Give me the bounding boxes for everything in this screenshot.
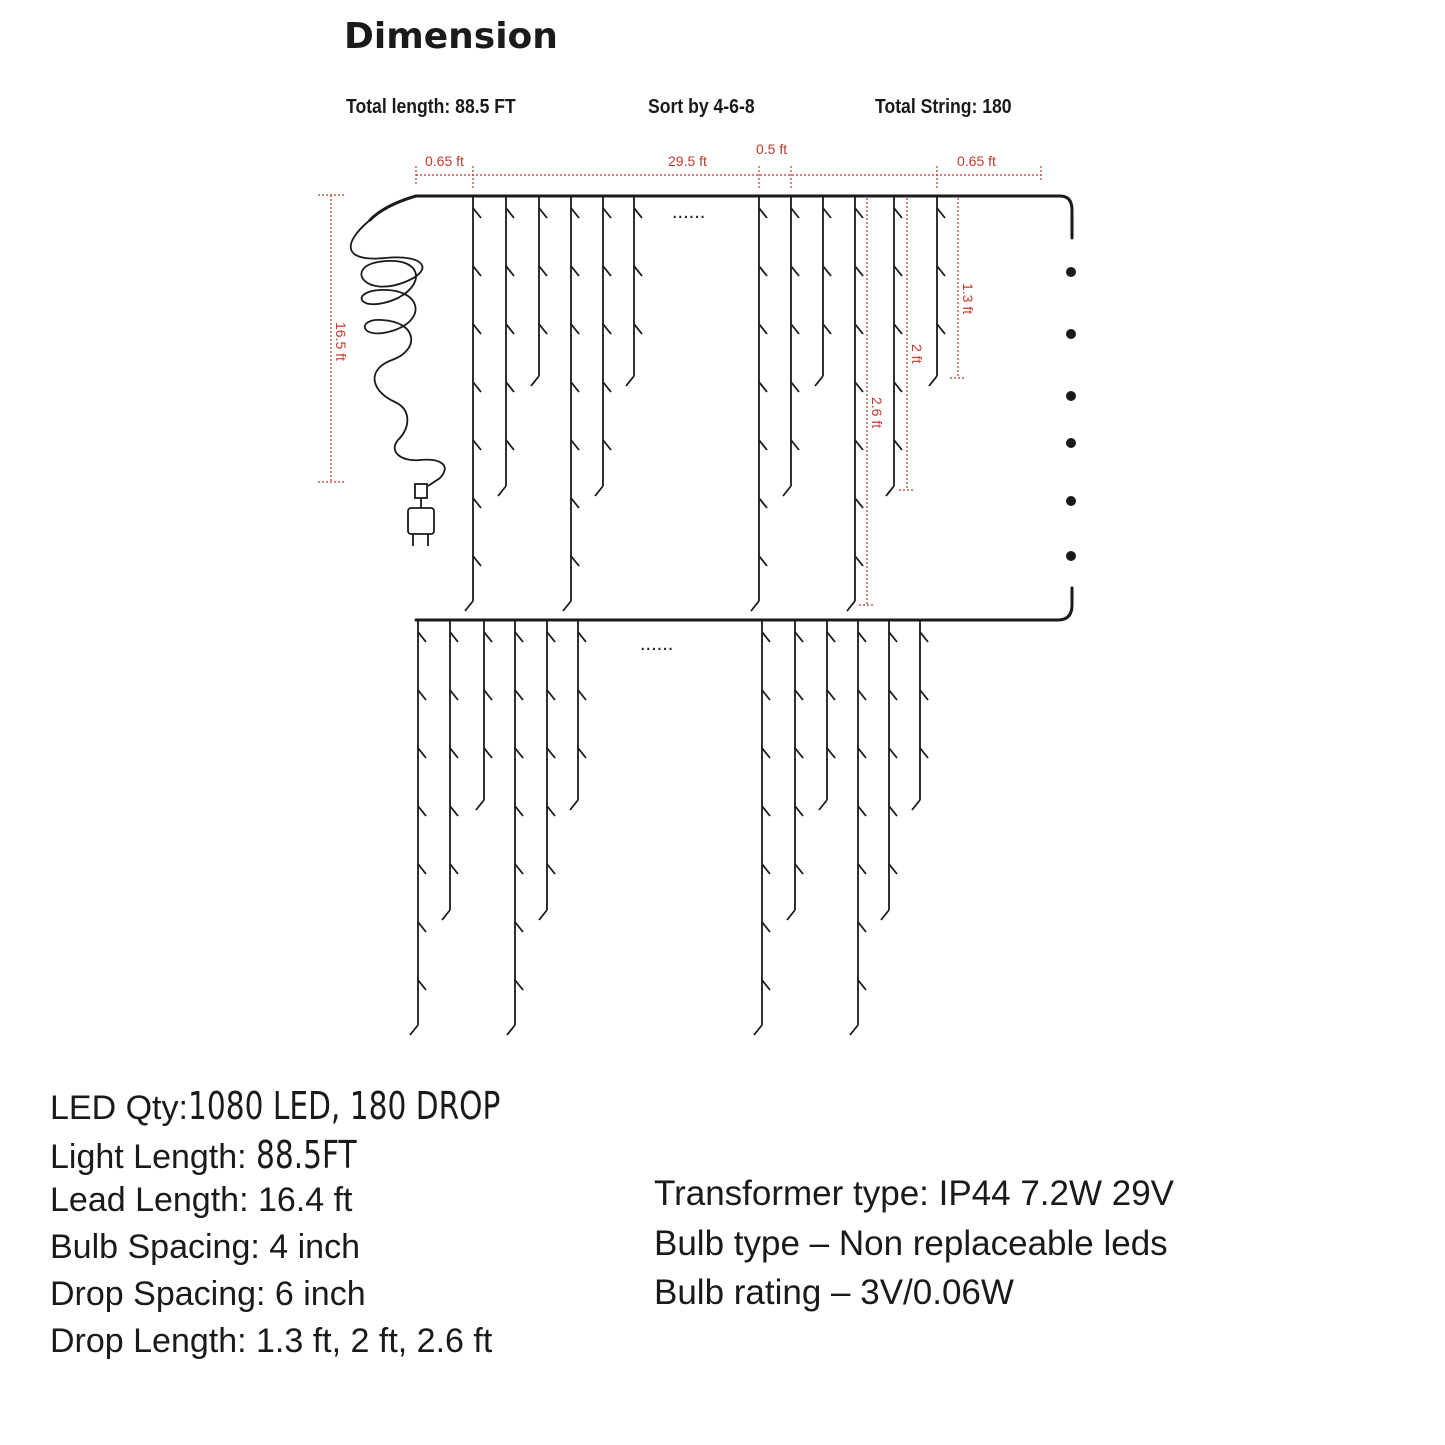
lead-dimension: 16.5 ft bbox=[333, 322, 349, 361]
bulb-tick bbox=[603, 324, 611, 334]
bulb-tick bbox=[418, 864, 426, 874]
continuation-dots bbox=[1066, 267, 1076, 561]
bulb-tick bbox=[920, 632, 928, 642]
bulb-tick bbox=[759, 498, 767, 508]
drop-end bbox=[815, 376, 823, 386]
bulb-tick bbox=[858, 690, 866, 700]
bulb-tick bbox=[858, 806, 866, 816]
bulb-tick bbox=[937, 208, 945, 218]
total-string-label: Total String: 180 bbox=[875, 96, 1012, 118]
bulb-tick bbox=[515, 864, 523, 874]
bulb-tick bbox=[473, 324, 481, 334]
drop-end bbox=[563, 601, 571, 611]
drop-end bbox=[539, 910, 547, 920]
bulb-tick bbox=[418, 690, 426, 700]
bulb-tick bbox=[937, 324, 945, 334]
drop-end bbox=[531, 376, 539, 386]
bulb-tick bbox=[515, 632, 523, 642]
bulb-tick bbox=[603, 440, 611, 450]
bulb-tick bbox=[473, 498, 481, 508]
led-qty-line bbox=[50, 1084, 588, 1128]
bulb-tick bbox=[539, 324, 547, 334]
bulb-tick bbox=[578, 690, 586, 700]
bulb-tick bbox=[795, 632, 803, 642]
bulb-tick bbox=[762, 864, 770, 874]
drop-end bbox=[881, 910, 889, 920]
bulb-tick bbox=[889, 864, 897, 874]
bulb-tick bbox=[894, 266, 902, 276]
bulb-tick bbox=[759, 556, 767, 566]
bulb-tick bbox=[791, 208, 799, 218]
bulb-tick bbox=[484, 690, 492, 700]
bulb-tick bbox=[858, 980, 866, 990]
bulb-tick bbox=[894, 382, 902, 392]
bulb-tick bbox=[506, 324, 514, 334]
bulb-tick bbox=[547, 806, 555, 816]
bulb-tick bbox=[894, 440, 902, 450]
bulb-tick bbox=[855, 440, 863, 450]
bulb-tick bbox=[473, 266, 481, 276]
bulb-spacing-line: Bulb Spacing: 4 inch bbox=[50, 1228, 360, 1266]
bulb-tick bbox=[759, 266, 767, 276]
drop-end bbox=[886, 486, 894, 496]
bulb-tick bbox=[539, 266, 547, 276]
light-length-label: Light Length: bbox=[50, 1138, 247, 1176]
bulb-tick bbox=[791, 266, 799, 276]
bulb-tick bbox=[889, 632, 897, 642]
drop-end bbox=[410, 1025, 418, 1035]
bulb-tick bbox=[759, 324, 767, 334]
bulb-tick bbox=[571, 266, 579, 276]
bulb-tick bbox=[571, 324, 579, 334]
light-length-line bbox=[50, 1133, 385, 1177]
bulb-tick bbox=[473, 440, 481, 450]
drop-end bbox=[819, 800, 827, 810]
sort-label: Sort by 4-6-8 bbox=[648, 96, 755, 118]
bulb-tick bbox=[827, 748, 835, 758]
bulb-tick bbox=[858, 748, 866, 758]
bulb-tick bbox=[858, 864, 866, 874]
bulb-tick bbox=[795, 748, 803, 758]
bulb-tick bbox=[759, 208, 767, 218]
bulb-tick bbox=[571, 498, 579, 508]
drops-row-bottom bbox=[410, 620, 928, 1035]
bulb-tick bbox=[603, 382, 611, 392]
bulb-tick bbox=[920, 748, 928, 758]
bulb-tick bbox=[855, 498, 863, 508]
bulb-tick bbox=[827, 690, 835, 700]
drop-end bbox=[751, 601, 759, 611]
drop-end bbox=[850, 1025, 858, 1035]
bulb-tick bbox=[547, 864, 555, 874]
bulb-tick bbox=[515, 806, 523, 816]
bulb-tick bbox=[855, 208, 863, 218]
bulb-tick bbox=[823, 324, 831, 334]
bulb-tick bbox=[484, 632, 492, 642]
bulb-rating-line: Bulb rating – 3V/0.06W bbox=[654, 1273, 1014, 1312]
bulb-tick bbox=[937, 266, 945, 276]
lead-cord bbox=[351, 220, 445, 546]
bulb-tick bbox=[858, 922, 866, 932]
total-length-label: Total length: 88.5 FT bbox=[346, 96, 516, 118]
bulb-tick bbox=[450, 864, 458, 874]
bulb-tick bbox=[855, 324, 863, 334]
bulb-tick bbox=[578, 632, 586, 642]
bulb-tick bbox=[791, 440, 799, 450]
drop-long-dimension: 2.6 ft bbox=[869, 397, 885, 429]
left-gap-dimension: 0.65 ft bbox=[425, 153, 464, 169]
drop-length-line: Drop Length: 1.3 ft, 2 ft, 2.6 ft bbox=[50, 1322, 493, 1360]
bulb-tick bbox=[418, 632, 426, 642]
drop-end bbox=[507, 1025, 515, 1035]
drop-end bbox=[929, 376, 937, 386]
drop-end bbox=[465, 601, 473, 611]
bulb-tick bbox=[547, 632, 555, 642]
bulb-tick bbox=[571, 208, 579, 218]
bulb-tick bbox=[515, 690, 523, 700]
light-length-value: 88.5FT bbox=[256, 1133, 357, 1177]
drop-spacing-line: Drop Spacing: 6 inch bbox=[50, 1275, 366, 1313]
bulb-tick bbox=[762, 806, 770, 816]
bulb-tick bbox=[506, 382, 514, 392]
drop-end bbox=[754, 1025, 762, 1035]
bulb-tick bbox=[418, 980, 426, 990]
bulb-tick bbox=[418, 806, 426, 816]
bulb-tick bbox=[889, 748, 897, 758]
drop-end bbox=[476, 800, 484, 810]
bulb-tick bbox=[759, 440, 767, 450]
bulb-tick bbox=[506, 266, 514, 276]
bulb-tick bbox=[418, 922, 426, 932]
page-title: Dimension bbox=[344, 16, 558, 57]
segment-dimension: 0.5 ft bbox=[756, 141, 788, 157]
drop-end bbox=[570, 800, 578, 810]
drop-end bbox=[783, 486, 791, 496]
bulb-tick bbox=[547, 748, 555, 758]
bulb-tick bbox=[634, 266, 642, 276]
drop-end bbox=[626, 376, 634, 386]
span-dimension: 29.5 ft bbox=[668, 153, 707, 169]
bulb-tick bbox=[855, 382, 863, 392]
bulb-tick bbox=[894, 208, 902, 218]
bulb-tick bbox=[603, 266, 611, 276]
bulb-tick bbox=[791, 382, 799, 392]
bulb-tick bbox=[450, 806, 458, 816]
bulb-tick bbox=[578, 748, 586, 758]
bulb-tick bbox=[506, 440, 514, 450]
bulb-tick bbox=[759, 382, 767, 392]
bulb-tick bbox=[473, 556, 481, 566]
bulb-tick bbox=[515, 922, 523, 932]
top-dimension-line bbox=[416, 166, 1041, 188]
bulb-tick bbox=[603, 208, 611, 218]
ellipsis-bottom: ...... bbox=[640, 633, 674, 655]
bulb-tick bbox=[473, 208, 481, 218]
bulb-tick bbox=[515, 980, 523, 990]
led-qty-value: 1080 LED, 180 DROP bbox=[187, 1084, 501, 1128]
bulb-tick bbox=[791, 324, 799, 334]
bulb-tick bbox=[762, 980, 770, 990]
bulb-tick bbox=[473, 382, 481, 392]
bulb-tick bbox=[634, 208, 642, 218]
bulb-tick bbox=[571, 556, 579, 566]
main-wire bbox=[370, 196, 1072, 620]
lead-length-line: Lead Length: 16.4 ft bbox=[50, 1181, 353, 1219]
bulb-tick bbox=[634, 324, 642, 334]
drop-short-dimension: 1.3 ft bbox=[960, 283, 976, 315]
drop-end bbox=[912, 800, 920, 810]
bulb-tick bbox=[484, 748, 492, 758]
bulb-tick bbox=[450, 748, 458, 758]
bulb-tick bbox=[539, 208, 547, 218]
bulb-tick bbox=[795, 806, 803, 816]
bulb-tick bbox=[795, 864, 803, 874]
right-gap-dimension: 0.65 ft bbox=[957, 153, 996, 169]
bulb-tick bbox=[762, 632, 770, 642]
bulb-tick bbox=[823, 208, 831, 218]
bulb-tick bbox=[855, 556, 863, 566]
bulb-tick bbox=[515, 748, 523, 758]
drop-end bbox=[847, 601, 855, 611]
bulb-tick bbox=[889, 690, 897, 700]
bulb-tick bbox=[855, 266, 863, 276]
bulb-tick bbox=[762, 690, 770, 700]
drop-end bbox=[787, 910, 795, 920]
bulb-tick bbox=[506, 208, 514, 218]
bulb-tick bbox=[894, 324, 902, 334]
bulb-tick bbox=[827, 632, 835, 642]
bulb-tick bbox=[889, 806, 897, 816]
ellipsis-top: ...... bbox=[672, 201, 706, 223]
drop-end bbox=[442, 910, 450, 920]
bulb-tick bbox=[858, 632, 866, 642]
bulb-tick bbox=[571, 382, 579, 392]
bulb-tick bbox=[920, 690, 928, 700]
bulb-tick bbox=[795, 690, 803, 700]
drop-end bbox=[498, 486, 506, 496]
bulb-tick bbox=[762, 922, 770, 932]
bulb-tick bbox=[547, 690, 555, 700]
drop-mid-dimension: 2 ft bbox=[909, 344, 925, 364]
bulb-tick bbox=[450, 632, 458, 642]
bulb-tick bbox=[571, 440, 579, 450]
led-qty-label: LED Qty: bbox=[50, 1089, 188, 1127]
bulb-tick bbox=[450, 690, 458, 700]
bulb-tick bbox=[418, 748, 426, 758]
bulb-tick bbox=[823, 266, 831, 276]
bulb-type-line: Bulb type – Non replaceable leds bbox=[654, 1224, 1168, 1263]
bulb-tick bbox=[762, 748, 770, 758]
transformer-line: Transformer type: IP44 7.2W 29V bbox=[654, 1174, 1175, 1213]
drop-end bbox=[595, 486, 603, 496]
